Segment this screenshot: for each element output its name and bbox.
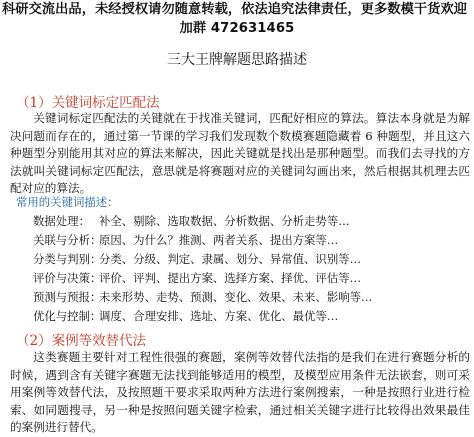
keyword-row-text: 分类、分级、判定、隶属、划分、异常值、识别等…	[99, 251, 361, 266]
keyword-row-label: 优化与控制：	[33, 308, 102, 323]
keyword-row	[33, 307, 473, 326]
keyword-row	[33, 212, 473, 231]
section-2-paragraph: 这类赛题主要针对工程性很强的赛题，案例等效替代法指的是我们在进行赛题分析的时候，遇到含有关键字赛题无法找到能够适用的模型，及模型应用条件无法嵌套，则可采用案例等效替代法，及按照题干要求采取两种方法进行案例搜索，一种是按照行业进行检索、如同题搜寻，另一种是按照问题关键字检索，通过相关关键字进行比较得出效果最佳的案例进行替代。	[10, 350, 470, 435]
keyword-row-text: 未来形势、走势、预测、变化、效果、未来、影响等…	[99, 289, 373, 304]
keywords-title: 常用的关键词描述：	[16, 195, 119, 209]
section-1-paragraph: 关键词标定匹配法的关键就在于找准关键词，匹配好相应的算法。算法本身就是为解决问题而存在的，通过第一节课的学习我们发现数个数模赛题隐藏着 6 种题型，并且这六种题型分别能用其对应的算法来解决，因此关键就是找出是那种题型。而我们去寻找的方法就叫关键词标定匹配法，意思就是将赛题对应的关键词勾画出来，然后根据其机理去匹配对应的算法。	[10, 111, 470, 196]
keyword-row-text: 原因、为什么？推测、两者关系、提出方案等…	[99, 232, 339, 247]
keyword-row	[33, 231, 473, 250]
keyword-row	[33, 269, 473, 288]
keyword-row	[33, 288, 473, 307]
copyright-banner	[0, 0, 474, 38]
keyword-row-text: 评价、评判、提出方案、选择方案、择优、评估等…	[99, 270, 361, 285]
section-1-heading: （1）关键词标定匹配法	[16, 95, 160, 111]
section-2-heading: （2）案例等效替代法	[16, 333, 147, 349]
keyword-row-text: 补全、剔除、选取数据、分析数据、分析走势等…	[99, 214, 350, 228]
document-title: 三大王牌解题思路描述	[167, 52, 307, 68]
keyword-list	[33, 212, 473, 325]
banner-line-2: 加群 472631465	[179, 21, 295, 36]
banner-line-1: 科研交流出品，未经授权请勿随意转载，依法追究法律责任，更多数模干货欢迎	[2, 2, 468, 17]
keyword-row-text: 调度、合理安排、选址、方案、优化、最优等…	[99, 308, 339, 323]
keyword-row	[33, 250, 473, 269]
keyword-row-label: 预测与预报：	[33, 289, 102, 304]
keyword-row-label: 分类与判别：	[33, 251, 102, 266]
keyword-row-label: 关联与分析：	[33, 232, 102, 247]
keyword-row-label: 评价与决策：	[33, 270, 102, 285]
keyword-row-label: 数据处理：	[33, 214, 90, 228]
